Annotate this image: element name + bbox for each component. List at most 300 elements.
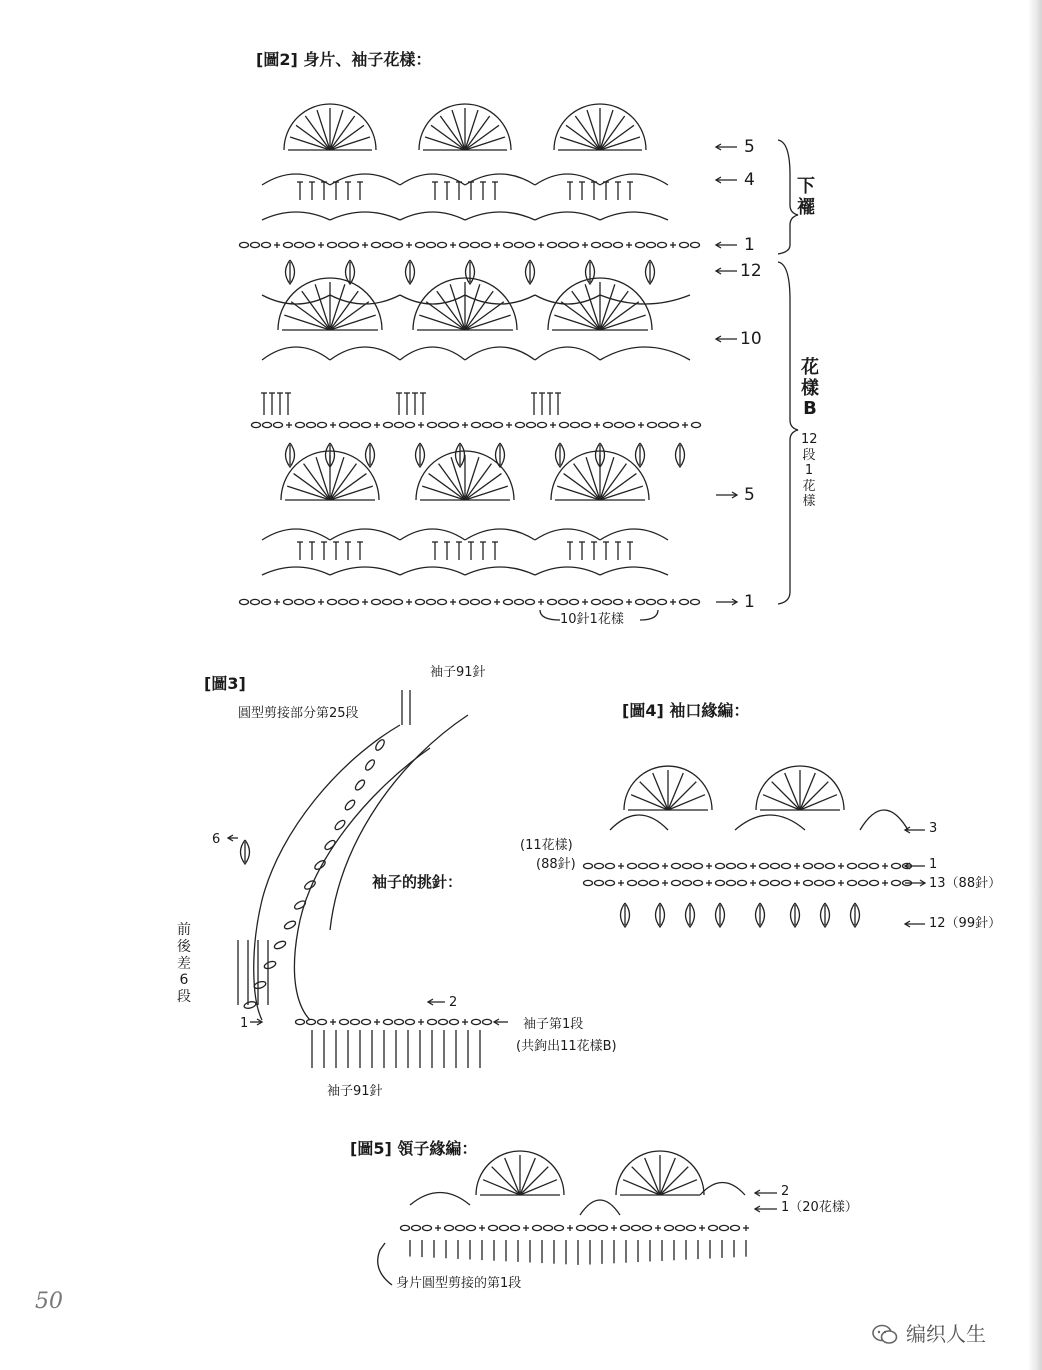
chain-stitch-symbol [483,422,492,427]
chain-stitch-symbol [560,422,569,427]
chain-arch-symbol [535,529,600,540]
double-crochet-symbol [330,464,356,500]
repeat-bracket [540,610,560,620]
double-crochet-symbol [429,474,465,500]
chain-stitch-symbol [559,599,568,604]
double-crochet-symbol [574,464,600,500]
chain-stitch-symbol [720,1225,729,1230]
chain-stitch-symbol [614,599,623,604]
chain-stitch-symbol [727,880,736,885]
double-crochet-symbol [419,315,465,330]
chain-stitch-symbol [494,422,503,427]
chain-stitch-symbol [647,242,656,247]
fig3-pickup-label: 袖子的挑針： [372,873,463,891]
chain-stitch-symbol [533,1225,542,1230]
chain-arch-symbol [330,174,400,185]
chain-stitch-symbol [372,242,381,247]
chain-arch-symbol [700,1183,745,1196]
double-crochet-symbol [284,315,330,330]
chain-stitch-symbol [500,1225,509,1230]
leader-line [378,1243,392,1285]
chain-stitch-symbol [848,863,857,868]
chain-stitch-symbol [340,1019,349,1024]
chain-stitch-symbol [680,599,689,604]
double-crochet-symbol [575,116,600,150]
double-crochet-symbol [425,137,465,150]
chain-stitch-symbol [262,242,271,247]
chain-stitch-symbol [804,880,813,885]
double-crochet-symbol [465,116,490,150]
double-crochet-symbol [465,464,491,500]
chain-arch-symbol [610,815,668,830]
chain-stitch-symbol [423,1225,432,1230]
chain-stitch-symbol [738,880,747,885]
chain-stitch-symbol [683,863,692,868]
chain-stitch-symbol [691,242,700,247]
double-crochet-symbol [305,116,330,150]
double-crochet-symbol [330,284,345,330]
double-crochet-symbol [640,782,668,810]
double-crochet-symbol [600,137,640,150]
chain-stitch-symbol [489,1225,498,1230]
chain-stitch-symbol [716,880,725,885]
double-crochet-symbol [800,782,828,810]
chain-stitch-symbol [782,863,791,868]
chain-stitch-symbol [318,1019,327,1024]
double-crochet-symbol [465,315,511,330]
double-crochet-symbol [564,474,600,500]
chain-stitch-symbol [243,1001,256,1010]
chain-stitch-symbol [606,863,615,868]
chain-stitch-symbol [460,242,469,247]
fig4-row-label: 12（99針） [929,916,1002,931]
chain-stitch-symbol [438,599,447,604]
chain-stitch-symbol [632,1225,641,1230]
fig5-title: [圖5] 領子緣編： [350,1139,478,1158]
double-crochet-symbol [465,284,480,330]
chain-stitch-symbol [412,1225,421,1230]
double-crochet-symbol [632,1167,660,1195]
double-crochet-symbol [330,315,376,330]
chain-stitch-symbol [307,422,316,427]
chain-stitch-symbol [606,880,615,885]
double-crochet-symbol [465,125,499,150]
fig4-motif-count: (11花樣) [520,838,573,853]
chain-stitch-symbol [296,422,305,427]
chain-stitch-symbol [306,599,315,604]
chain-stitch-symbol [636,599,645,604]
double-crochet-symbol [600,302,639,330]
double-crochet-symbol [315,284,330,330]
chain-stitch-symbol [555,1225,564,1230]
chain-arch-symbol [262,347,330,360]
chain-stitch-symbol [527,422,536,427]
double-crochet-symbol [520,1167,548,1195]
chain-stitch-symbol [570,599,579,604]
chain-stitch-symbol [870,880,879,885]
chain-stitch-symbol [467,1225,476,1230]
chain-stitch-symbol [680,242,689,247]
double-crochet-symbol [465,474,501,500]
double-crochet-symbol [291,302,330,330]
fig5-body-row-label: 身片圓型剪接的第1段 [396,1276,522,1291]
double-crochet-symbol [465,302,504,330]
chain-stitch-symbol [628,863,637,868]
fig3-sleeve-bottom-label: 袖子91針 [327,1084,383,1099]
chain-stitch-symbol [313,859,326,871]
chain-arch-symbol [330,347,400,360]
chain-stitch-symbol [548,242,557,247]
fig4-title: [圖4] 袖口緣編： [622,701,750,720]
double-crochet-symbol [600,116,625,150]
chain-stitch-symbol [603,242,612,247]
chain-stitch-symbol [804,863,813,868]
chain-stitch-symbol [515,242,524,247]
chain-stitch-symbol [328,599,337,604]
chain-stitch-symbol [445,1225,454,1230]
fig2-row-label: 1 [744,592,755,612]
chain-stitch-symbol [665,1225,674,1230]
chain-stitch-symbol [544,1225,553,1230]
chain-stitch-symbol [782,880,791,885]
chain-stitch-symbol [295,242,304,247]
chain-arch-symbol [262,174,330,185]
chain-stitch-symbol [323,839,336,851]
double-crochet-symbol [452,110,465,150]
double-crochet-symbol [294,474,330,500]
double-crochet-symbol [330,125,364,150]
chain-stitch-symbol [340,422,349,427]
chain-stitch-symbol [516,422,525,427]
double-crochet-symbol [440,116,465,150]
double-crochet-symbol [465,137,505,150]
fig2-hem-label: 下襬 [797,176,815,218]
chain-stitch-symbol [406,1019,415,1024]
fig2-row-label: 5 [744,485,755,505]
chain-stitch-symbol [416,242,425,247]
chain-stitch-symbol [648,422,657,427]
chain-stitch-symbol [615,422,624,427]
chain-arch-symbol [600,212,668,220]
chain-stitch-symbol [659,422,668,427]
chain-stitch-symbol [472,1019,481,1024]
chain-arch-symbol [735,815,805,830]
chain-stitch-symbol [428,1019,437,1024]
double-crochet-symbol [431,125,465,150]
chain-arch-symbol [600,174,668,185]
fig3-row1-label: 1 [240,1016,249,1031]
chain-stitch-symbol [826,863,835,868]
chain-arch-symbol [262,567,330,575]
page-number: 50 [35,1289,63,1314]
chain-stitch-symbol [384,1019,393,1024]
fig5-row1-label: 1（20花樣） [781,1200,858,1215]
chain-stitch-symbol [439,422,448,427]
double-crochet-symbol [557,486,600,500]
chain-stitch-symbol [303,879,316,891]
chain-stitch-symbol [826,880,835,885]
chain-stitch-symbol [738,863,747,868]
chain-stitch-symbol [584,880,593,885]
chain-stitch-symbol [263,422,272,427]
chain-stitch-symbol [471,599,480,604]
chain-stitch-symbol [395,422,404,427]
double-crochet-symbol [554,315,600,330]
chain-arch-symbol [400,174,465,185]
chain-stitch-symbol [647,599,656,604]
fig2-row-label: 12 [740,261,762,281]
double-crochet-symbol [600,110,613,150]
chain-stitch-symbol [599,1225,608,1230]
fig3-sleeve-row1-label: 袖子第1段 [523,1017,584,1032]
chain-stitch-symbol [848,880,857,885]
chain-stitch-symbol [372,599,381,604]
chain-stitch-symbol [571,422,580,427]
double-crochet-symbol [465,110,478,150]
double-crochet-symbol [585,284,600,330]
chain-stitch-symbol [307,1019,316,1024]
fig2-title: [圖2] 身片、袖子花樣： [256,50,432,69]
chain-stitch-symbol [628,880,637,885]
chain-stitch-symbol [771,863,780,868]
double-crochet-symbol [422,486,465,500]
chain-stitch-symbol [438,242,447,247]
pattern-bracket [778,262,798,604]
fig3-diff-label: 前後差6段 [177,922,191,1006]
chain-stitch-symbol [416,599,425,604]
double-crochet-symbol [600,474,636,500]
chain-stitch-symbol [450,1019,459,1024]
double-crochet-symbol [450,284,465,330]
chain-stitch-symbol [626,422,635,427]
chain-stitch-symbol [428,422,437,427]
chain-arch-symbol [535,567,600,575]
chain-arch-symbol [262,212,330,220]
fig4-row-label: 3 [929,821,938,836]
chain-stitch-symbol [658,242,667,247]
chain-arch-symbol [400,295,465,304]
chain-stitch-symbol [559,242,568,247]
chain-stitch-symbol [427,599,436,604]
fig2-row-label: 10 [740,329,762,349]
chain-stitch-symbol [351,422,360,427]
chain-stitch-symbol [350,242,359,247]
chain-stitch-symbol [274,422,283,427]
double-crochet-symbol [330,116,355,150]
chain-stitch-symbol [482,599,491,604]
chain-stitch-symbol [306,242,315,247]
chain-stitch-symbol [395,1019,404,1024]
chain-stitch-symbol [253,980,266,989]
chain-arch-symbol [400,529,465,540]
chain-stitch-symbol [472,422,481,427]
chain-stitch-symbol [295,599,304,604]
chain-stitch-symbol [364,758,376,771]
fig5-row2-label: 2 [781,1184,790,1199]
double-crochet-symbol [600,464,626,500]
chain-arch-symbol [580,1200,620,1215]
chain-arch-symbol [465,529,535,540]
fig4-row-label: 13（88針） [929,876,1002,891]
chain-stitch-symbol [859,880,868,885]
chain-stitch-symbol [636,242,645,247]
chain-arch-symbol [330,212,400,220]
double-crochet-symbol [566,125,600,150]
chain-stitch-symbol [427,242,436,247]
chain-stitch-symbol [293,899,306,910]
chain-stitch-symbol [383,242,392,247]
chain-arch-symbol [400,347,465,360]
chain-stitch-symbol [892,863,901,868]
chain-arch-symbol [465,347,535,360]
chain-stitch-symbol [577,1225,586,1230]
chain-stitch-symbol [570,242,579,247]
chain-stitch-symbol [639,880,648,885]
chain-stitch-symbol [263,960,276,970]
chain-stitch-symbol [240,242,249,247]
chain-arch-symbol [262,529,330,540]
chain-arch-symbol [860,810,908,830]
chain-stitch-symbol [362,422,371,427]
chain-stitch-symbol [709,1225,718,1230]
chain-arch-symbol [535,347,600,360]
chain-stitch-symbol [240,599,249,604]
wechat-icon [872,1324,898,1346]
chain-stitch-symbol [362,1019,371,1024]
chain-stitch-symbol [588,1225,597,1230]
double-crochet-symbol [660,1167,688,1195]
brand-name: 编织人生 [906,1322,986,1346]
chain-stitch-symbol [692,422,701,427]
fig3-sleeve-row1-note: (共鉤出11花樣B) [516,1039,617,1054]
double-crochet-symbol [560,137,600,150]
double-crochet-symbol [330,302,369,330]
chain-stitch-symbol [262,599,271,604]
double-crochet-symbol [330,137,370,150]
chain-stitch-symbol [650,880,659,885]
chain-stitch-symbol [595,880,604,885]
chain-stitch-symbol [384,422,393,427]
double-crochet-symbol [561,302,600,330]
chain-stitch-symbol [511,1225,520,1230]
double-crochet-symbol [600,284,615,330]
chain-arch-symbol [400,567,465,575]
chain-stitch-symbol [614,242,623,247]
chain-stitch-symbol [526,242,535,247]
chain-stitch-symbol [273,940,286,950]
chain-arch-symbol [535,295,600,304]
chain-arch-symbol [330,529,400,540]
chain-arch-symbol [330,567,400,575]
chain-stitch-symbol [482,242,491,247]
double-crochet-symbol [465,486,508,500]
double-crochet-symbol [492,1167,520,1195]
fig3-sleeve-top-label: 袖子91針 [430,665,486,680]
double-crochet-symbol [587,110,600,150]
chain-stitch-symbol [604,422,613,427]
chain-stitch-symbol [621,1225,630,1230]
chain-arch-symbol [465,567,535,575]
double-crochet-symbol [600,125,634,150]
chain-stitch-symbol [339,242,348,247]
chain-stitch-symbol [694,863,703,868]
chain-stitch-symbol [283,920,296,931]
fig4-row-label: 1 [929,857,938,872]
double-crochet-symbol [330,110,343,150]
fig2-row-label: 1 [744,235,755,255]
chain-stitch-symbol [515,599,524,604]
chain-stitch-symbol [592,242,601,247]
chain-stitch-symbol [350,599,359,604]
chain-stitch-symbol [450,422,459,427]
chain-arch-symbol [262,295,330,304]
chain-stitch-symbol [439,1019,448,1024]
double-crochet-symbol [304,464,330,500]
chain-stitch-symbol [595,863,604,868]
double-crochet-symbol [600,315,646,330]
chain-arch-symbol [535,212,600,220]
double-crochet-symbol [465,457,479,500]
double-crochet-symbol [426,302,465,330]
chain-stitch-symbol [584,863,593,868]
double-crochet-symbol [317,110,330,150]
chain-stitch-symbol [672,880,681,885]
chain-stitch-symbol [252,422,261,427]
chain-stitch-symbol [691,599,700,604]
double-crochet-symbol [330,486,373,500]
chain-stitch-symbol [639,863,648,868]
chain-arch-symbol [535,174,600,185]
chain-stitch-symbol [643,1225,652,1230]
chain-arch-symbol [400,212,465,220]
chain-stitch-symbol [815,880,824,885]
chain-stitch-symbol [284,599,293,604]
chain-stitch-symbol [687,1225,696,1230]
fig3-row6-label: 6 [212,832,221,847]
chain-arch-symbol [600,347,690,360]
chain-stitch-symbol [859,863,868,868]
chain-stitch-symbol [716,863,725,868]
page-edge-shadow [1028,0,1042,1370]
chain-stitch-symbol [676,1225,685,1230]
chain-stitch-symbol [344,799,357,812]
fig2-pattern-sub: 12段1花樣 [801,432,818,510]
chain-stitch-symbol [456,1225,465,1230]
double-crochet-symbol [290,137,330,150]
chain-stitch-symbol [406,422,415,427]
chain-arch-symbol [600,529,668,540]
chain-stitch-symbol [354,779,366,792]
chain-stitch-symbol [870,863,879,868]
double-crochet-symbol [668,782,696,810]
chain-arch-symbol [465,174,535,185]
double-crochet-symbol [330,474,366,500]
chain-stitch-symbol [351,1019,360,1024]
chain-stitch-symbol [460,599,469,604]
double-crochet-symbol [287,486,330,500]
chain-stitch-symbol [815,863,824,868]
double-crochet-symbol [296,125,330,150]
chain-stitch-symbol [394,242,403,247]
chain-stitch-symbol [760,863,769,868]
chain-stitch-symbol [731,1225,740,1230]
repeat-bracket [640,610,658,620]
chain-stitch-symbol [548,599,557,604]
chain-stitch-symbol [582,422,591,427]
chain-arch-symbol [465,212,535,220]
chain-arch-symbol [410,1193,470,1206]
fig2-pattern-label: 花樣B [801,357,819,420]
